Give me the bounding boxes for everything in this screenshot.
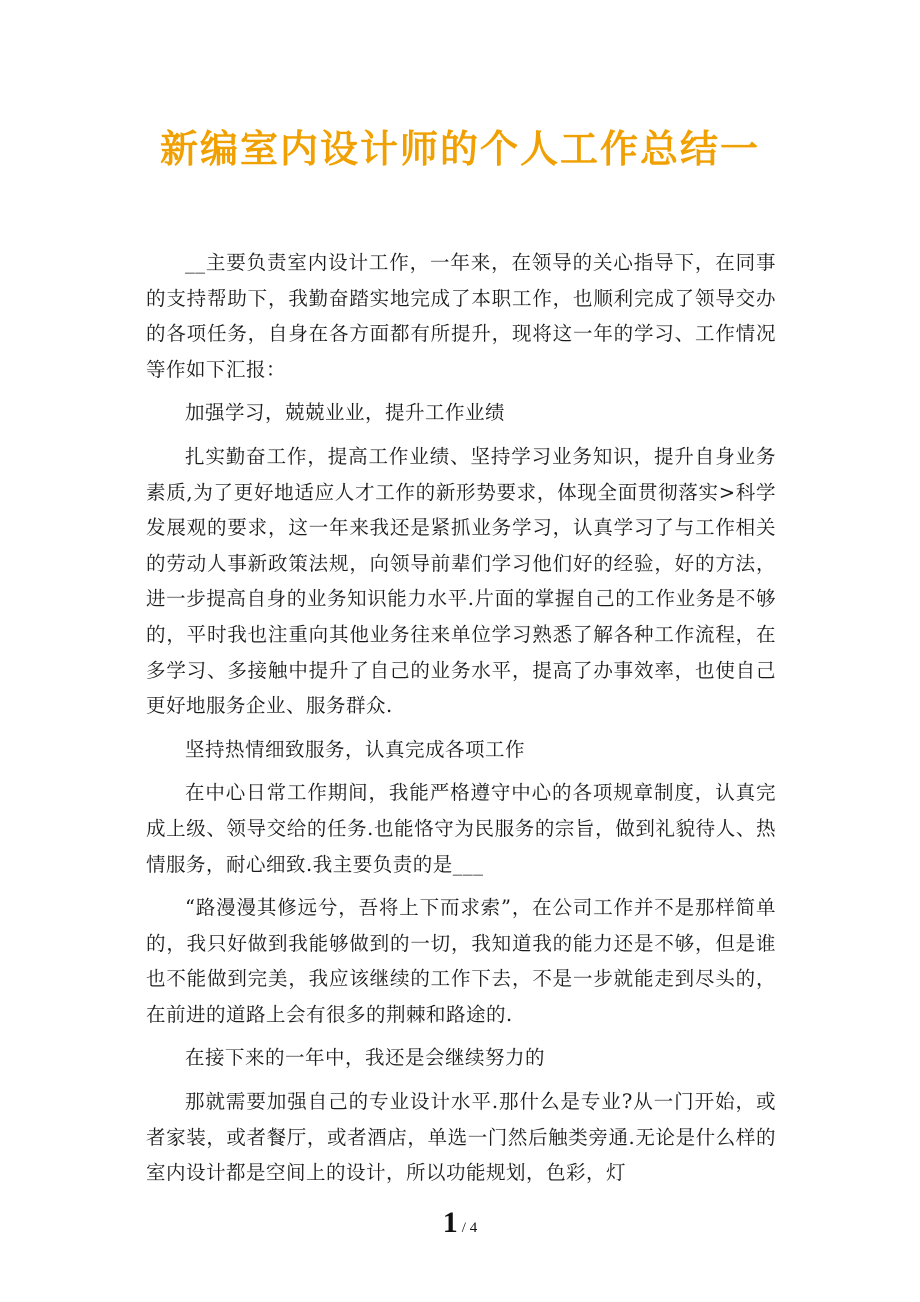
quote-paragraph: “路漫漫其修远兮，吾将上下而求索”，在公司工作并不是那样简单的，我只好做到我能够做到的一切，我知道我的能力还是不够，但是谁也不能做到完美，我应该继续的工作下去，不是一步就能走到尽头的，在前进的道路上会有很多的荆棘和路途的. (146, 896, 776, 1026)
study-paragraph: 扎实勤奋工作，提高工作业绩、坚持学习业务知识，提升自身业务素质,为了更好地适应人才工作的新形势要求，体现全面贯彻落实>科学发展观的要求，这一年来我还是紧抓业务学习，认真学习了与工作相关的劳动人事新政策法规，向领导前辈们学习他们好的经验，好的方法，进一步提高自身的业务知识能力水平.片面的掌握自己的工作业务是不够的，平时我也注重向其他业务往来单位学习熟悉了解各种工作流程，在多学习、多接触中提升了自己的业务水平，提高了办事效率，也使自己更好地服务企业、服务群众. (146, 444, 776, 718)
professional-paragraph: 那就需要加强自己的专业设计水平.那什么是专业?从一门开始，或者家装，或者餐厅，或者酒店，单选一门然后触类旁通.无论是什么样的室内设计都是空间上的设计，所以功能规划，色彩，灯 (146, 1090, 776, 1185)
section-heading-service: 坚持热情细致服务，认真完成各项工作 (185, 737, 526, 761)
service-paragraph: 在中心日常工作期间，我能严格遵守中心的各项规章制度，认真完成上级、领导交给的任务.也能恪守为民服务的宗旨，做到礼貌待人、热情服务，耐心细致.我主要负责的是___ (146, 781, 776, 876)
section-heading-study: 加强学习，兢兢业业，提升工作业绩 (185, 401, 506, 425)
page-footer (0, 1206, 920, 1240)
intro-paragraph: __主要负责室内设计工作，一年来，在领导的关心指导下，在同事的支持帮助下，我勤奋踏实地完成了本职工作，也顺利完成了领导交办的各项任务，自身在各方面都有所提升，现将这一年的学习、工作情况等作如下汇报： (146, 251, 776, 381)
section-heading-next-year: 在接下来的一年中，我还是会继续努力的 (185, 1046, 546, 1070)
document-title: 新编室内设计师的个人工作总结一 (159, 127, 760, 171)
page-total: / 4 (461, 1220, 478, 1236)
page-number: 1 (442, 1206, 458, 1239)
document-body (146, 245, 776, 1199)
